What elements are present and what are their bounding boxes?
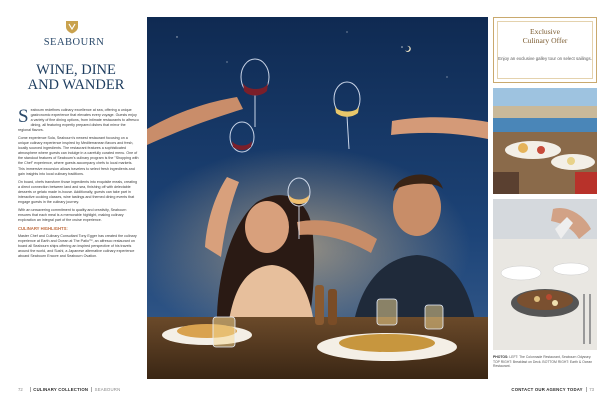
headline-line-2: AND WANDER — [27, 77, 125, 93]
drop-cap: S — [18, 106, 29, 127]
body-paragraph-1 — [18, 108, 139, 133]
body-paragraph-2: Come experience Sola, Seabourn's newest restaurant focusing on a unique culinary experience inspired by Mediterranean flavors and fresh, locally sourced ingredients. The restaurant features a sophisticated atmosphere where guests can indulge in a carefully curated menu. One of the standout features of Seabourn's culinary program is the "Shopping with the Chef" experience, where guests accompany chefs to local markets. This immersive excursion allows travelers to select fresh ingredients and gain insights into local culinary traditions. — [18, 136, 139, 176]
photo-caption-text: LEFT: The Colonnade Restaurant, Seabourn Odyssey. TOP RIGHT: Breakfast on Deck. BOTTOM RIGHT: Earth & Ocean Restaurant. — [493, 355, 593, 368]
page-number-right: 73 — [589, 387, 594, 392]
photo-earth-and-ocean — [493, 199, 597, 350]
headline-line-1: WINE, DINE — [36, 62, 116, 78]
footer-section: CULINARY COLLECTION — [33, 387, 89, 392]
body-paragraph-5: Master Chef and Culinary Consultant Tony Egger has created the culinary experience at Earth and Ocean at The Patio™, an alfresco restaurant on board all Seabourn ships offering an inspired perspective of his travels around the world, and Sushi, a Japanese alternative culinary experience aboard Seabourn Encore and Seabourn Ovation. — [18, 234, 137, 259]
page-headline — [22, 63, 130, 93]
footer-right — [398, 385, 598, 395]
footer-divider — [91, 387, 92, 392]
offer-text: Enjoy an exclusive galley tour on select sailings. — [498, 56, 592, 61]
footer-cta: CONTACT OUR AGENCY TODAY — [511, 387, 583, 392]
article-body — [18, 108, 139, 262]
seabourn-crest-icon — [64, 20, 80, 34]
main-photo-toast — [147, 17, 488, 379]
exclusive-offer-box — [493, 17, 597, 83]
footer-divider — [30, 387, 31, 392]
page-number-left: 72 — [18, 387, 23, 392]
offer-title-line-1: Exclusive — [530, 27, 560, 36]
footer-left — [18, 385, 218, 395]
footer-publisher: SEABOURN — [94, 387, 121, 392]
body-paragraph-1-text: eabourn redefines culinary excellence at sea, offering a unique gastronomic experience that elevates every voyage. Guests enjoy a variety of fine dining options, from intimate restaurants to alfresco dining, all featuring expertly prepared dishes that mirror the regional flavors. — [18, 108, 139, 133]
body-paragraph-3: On board, chefs transform those ingredients into exquisite meals, creating a direct connection between land and sea, finishing off with delectable desserts or gelato made in-house. Additionally, guests can take part in interactive cooking classes, wine tastings and themed dining events that engage guests in the culinary journey. — [18, 179, 137, 204]
offer-title — [494, 27, 596, 45]
brand-logo: SEABOURN — [43, 37, 105, 48]
body-paragraph-4: With an unwavering commitment to quality and creativity, Seabourn ensures that each meal is a memorable highlight, making culinary exploration an integral part of the cruise experience. — [18, 207, 127, 222]
highlights-heading: CULINARY HIGHLIGHTS: — [18, 225, 68, 231]
photo-breakfast-on-deck — [493, 88, 597, 194]
offer-title-line-2: Culinary Offer — [522, 36, 568, 45]
photo-caption — [493, 355, 597, 369]
photo-caption-label: PHOTOS: — [493, 355, 509, 359]
footer-divider — [586, 387, 587, 392]
